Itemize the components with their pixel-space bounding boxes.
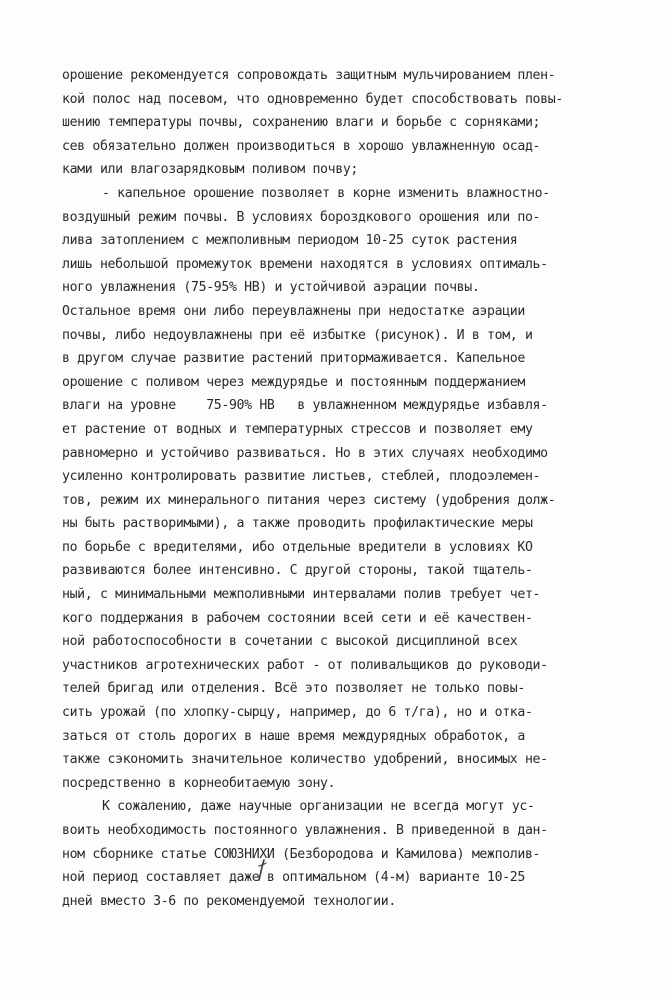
- text-line: ный, с минимальными межполивными интервалами полив требует чет-: [62, 587, 541, 603]
- text-line: воздушный режим почвы. В условиях бороздкового орошения или по-: [62, 209, 541, 225]
- text-line: лишь небольшой промежуток времени находятся в условиях оптималь-: [62, 256, 548, 272]
- text-line: дней вместо 3-6 по рекомендуемой технологии.: [62, 893, 396, 909]
- text-line: ном сборнике статье СОЮЗНИХИ (Безбородова и Камилова) межполив-: [62, 846, 541, 862]
- text-line: влаги на уровне 75-90% НВ в увлажненном междурядье избавля-: [62, 398, 548, 414]
- text-line: - капельное орошение позволяет в корне изменить влажностно-: [102, 185, 550, 201]
- text-line: равномерно и устойчиво развиваться. Но в этих случаях необходимо: [62, 445, 548, 461]
- text-line: ны быть растворимыми), а также проводить профилактические меры: [62, 516, 533, 532]
- text-line: воить необходимость постоянного увлажнения. В приведенной в дан-: [62, 823, 548, 838]
- text-line: ного увлажнения (75-95% НВ) и устойчивой аэрации почвы.: [62, 280, 480, 296]
- text-line: лива затоплением с межполивным периодом 10-25 суток растения: [62, 233, 518, 249]
- text-line: тов, режим их минерального питания через систему (удобрения долж-: [62, 492, 556, 508]
- text-line: кой полос над посевом, что одновременно будет способствовать повы-: [62, 91, 563, 107]
- handwritten-page-mark: [256, 858, 268, 882]
- text-line: орошение рекомендуется сопровождать защитным мульчированием плен-: [62, 68, 556, 83]
- text-line: телей бригад или отделения. Всё это позволяет не только повы-: [62, 681, 525, 697]
- text-line: по борьбе с вредителями, ибо отдельные вредители в условиях КО: [62, 539, 533, 555]
- text-line: кого поддержания в рабочем состоянии всей сети и её качествен-: [62, 610, 533, 626]
- text-line: заться от столь дорогих в наше время междурядных обработок, а: [62, 728, 525, 744]
- text-line: развиваются более интенсивно. С другой стороны, такой тщатель-: [62, 563, 533, 579]
- text-line: участников агротехнических работ - от поливальщиков до руководи-: [62, 657, 548, 673]
- text-line: усиленно контролировать развитие листьев, стеблей, плодоэлемен-: [62, 469, 541, 485]
- text-line: ной период составляет даже в оптимальном (4-м) варианте 10-25: [62, 870, 525, 886]
- text-line: в другом случае развитие растений притормаживается. Капельное: [62, 351, 525, 367]
- text-line: ками или влагозарядковым поливом почву;: [62, 162, 358, 178]
- text-line: также сэкономить значительное количество удобрений, вносимых не-: [62, 752, 548, 768]
- text-line: сев обязательно должен производиться в хорошо увлажненную осад-: [62, 138, 541, 154]
- text-line: ет растение от водных и температурных стрессов и позволяет ему: [62, 421, 533, 437]
- text-line: почвы, либо недоувлажнены при её избытке (рисунок). И в том, и: [62, 327, 533, 343]
- text-line: шению температуры почвы, сохранению влаги и борьбе с сорняками;: [62, 115, 541, 131]
- text-line: посредственно в корнеобитаемую зону.: [62, 775, 336, 791]
- text-line: Остальное время они либо переувлажнены при недостатке аэрации: [62, 303, 525, 319]
- text-line: орошение с поливом через междурядье и постоянным поддержанием: [62, 374, 525, 390]
- text-line: К сожалению, даже научные организации не всегда могут ус-: [102, 799, 535, 815]
- text-line: ной работоспособности в сочетании с высокой дисциплиной всех: [62, 634, 518, 650]
- text-line: сить урожай (по хлопку-сырцу, например, до 6 т/га), но и отка-: [62, 705, 533, 721]
- body-text: [62, 64, 632, 913]
